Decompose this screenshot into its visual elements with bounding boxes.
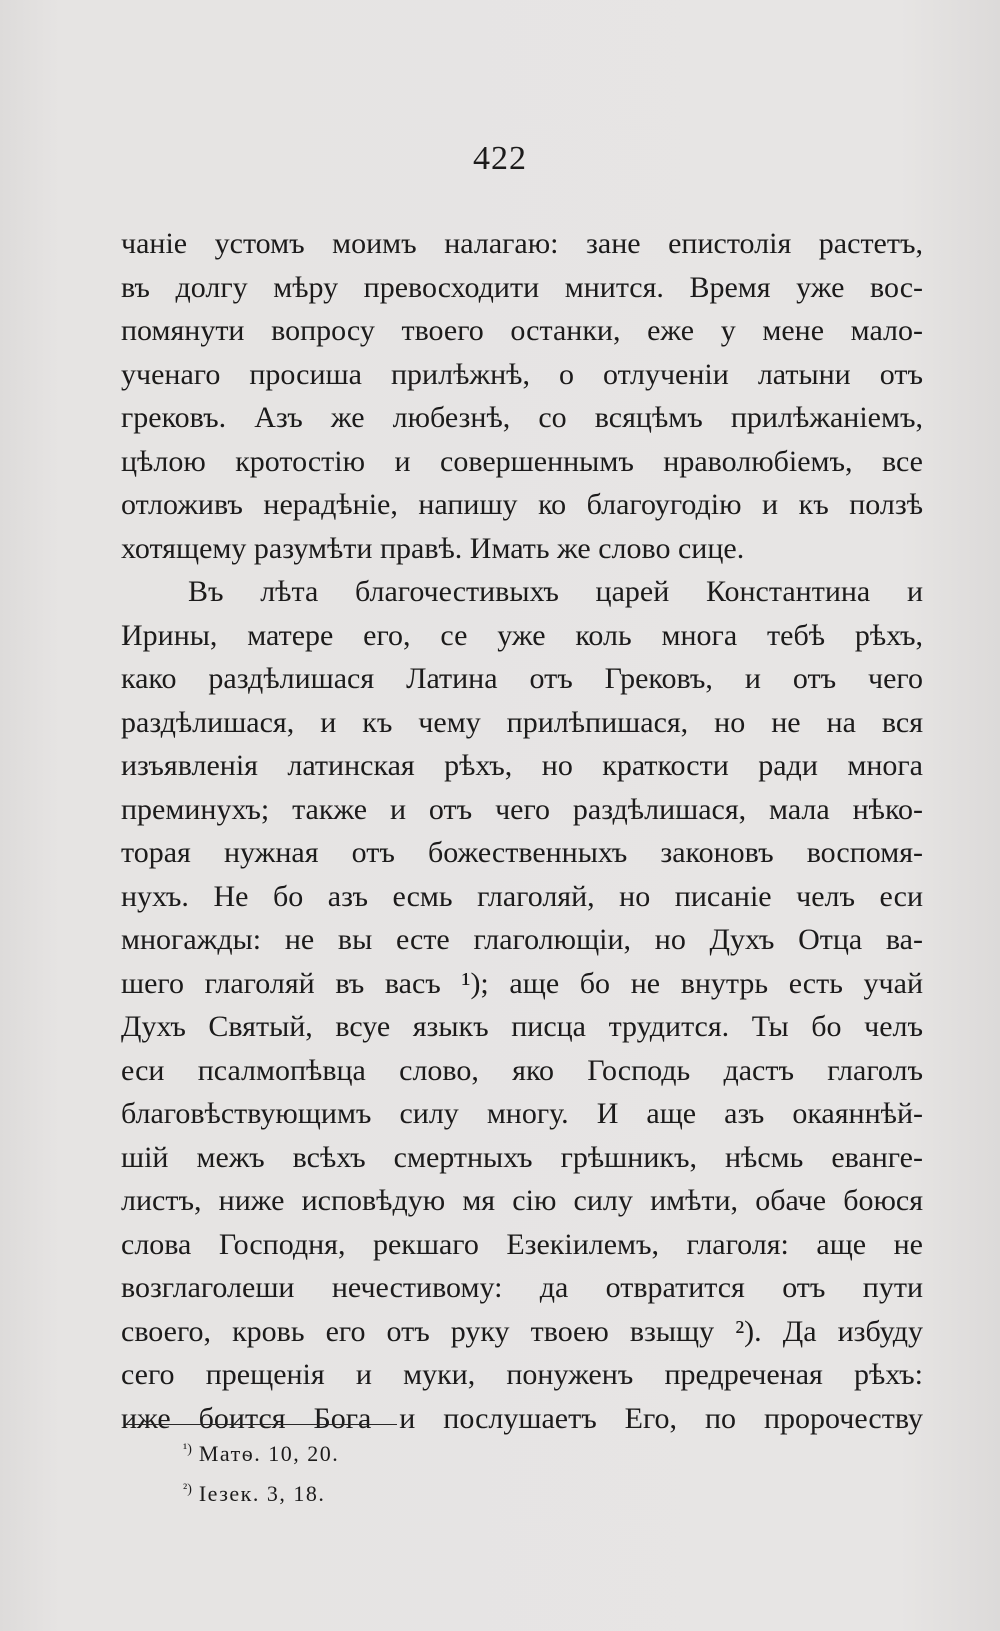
footnote-mark: ²)	[183, 1482, 192, 1497]
text-line: еси псалмопѣвца слово, яко Господь дастъ глаголъ	[121, 1053, 923, 1087]
text-line: въ долгу мѣру превосходити мнится. Время уже вос-	[121, 270, 923, 304]
text-line: многажды: не вы есте глаголющіи, но Духъ Отца ва-	[121, 923, 923, 956]
text-line: изъявленія латинская рѣхъ, но краткости ради многа	[121, 749, 923, 782]
text-line: шего глаголяй въ васъ ¹); аще бо не внутрь есть учай	[121, 966, 923, 1000]
footnote-divider	[125, 1424, 397, 1425]
text-line: сего прещенія и муки, понуженъ предреченая рѣхъ:	[121, 1358, 923, 1391]
footnote-mark: ¹)	[183, 1442, 192, 1457]
page-number: 422	[473, 140, 527, 177]
text-line: отложивъ нерадѣніе, напишу ко благоугодію и къ ползѣ	[121, 488, 923, 521]
footnote-1	[183, 1430, 339, 1470]
text-line: грековъ. Азъ же любезнѣ, со всяцѣмъ прилѣжаніемъ,	[121, 401, 923, 434]
footnote-text: Іезек. 3, 18.	[198, 1481, 326, 1506]
text-line: нухъ. Не бо азъ есмь глаголяй, но писаніе челъ еси	[121, 879, 923, 913]
footnote-text: Матѳ. 10, 20.	[198, 1441, 340, 1466]
text-line: преминухъ; также и отъ чего раздѣлишася, мала нѣко-	[121, 792, 923, 826]
text-line: возглаголеши нечестивому: да отвратится отъ пути	[121, 1271, 923, 1304]
body-text	[121, 222, 923, 1440]
text-line: иже боится Бога и послушаетъ Его, по пророчеству	[121, 1401, 923, 1435]
text-line: Ирины, матере его, се уже коль многа тебѣ рѣхъ,	[121, 618, 923, 652]
paragraph-start-line: Въ лѣта благочестивыхъ царей Константина и	[188, 575, 923, 608]
text-line: помянути вопросу твоего останки, еже у мене мало-	[121, 314, 923, 347]
text-line: хотящему разумѣти правѣ. Имать же слово сице.	[121, 531, 745, 565]
text-line: благовѣствующимъ силу многу. И аще азъ окаяннѣй-	[121, 1097, 923, 1130]
text-line: како раздѣлишася Латина отъ Грековъ, и отъ чего	[121, 662, 923, 695]
text-line: шій межъ всѣхъ смертныхъ грѣшникъ, нѣсмь еванге-	[121, 1140, 923, 1174]
footnote-2	[183, 1470, 339, 1510]
text-line: своего, кровь его отъ руку твоею взыщу ²). Да избуду	[121, 1314, 923, 1348]
text-line: цѣлою кротостію и совершеннымъ нраволюбіемъ, все	[121, 444, 923, 478]
text-line: ученаго просиша прилѣжнѣ, о отлученіи латыни отъ	[121, 357, 923, 391]
text-line: чаніе устомъ моимъ налагаю: зане епистолія растетъ,	[121, 227, 923, 260]
text-line: раздѣлишася, и къ чему прилѣпишася, но не на вся	[121, 705, 923, 739]
text-line: слова Господня, рекшаго Езекіилемъ, глаголя: аще не	[121, 1227, 923, 1261]
text-line: Духъ Святый, всуе языкъ писца трудится. Ты бо челъ	[121, 1010, 923, 1043]
footnotes	[183, 1430, 339, 1510]
text-line: торая нужная отъ божественныхъ законовъ воспомя-	[121, 836, 923, 869]
text-line: листъ, ниже исповѣдую мя сію силу имѣти, обаче боюся	[121, 1184, 923, 1217]
